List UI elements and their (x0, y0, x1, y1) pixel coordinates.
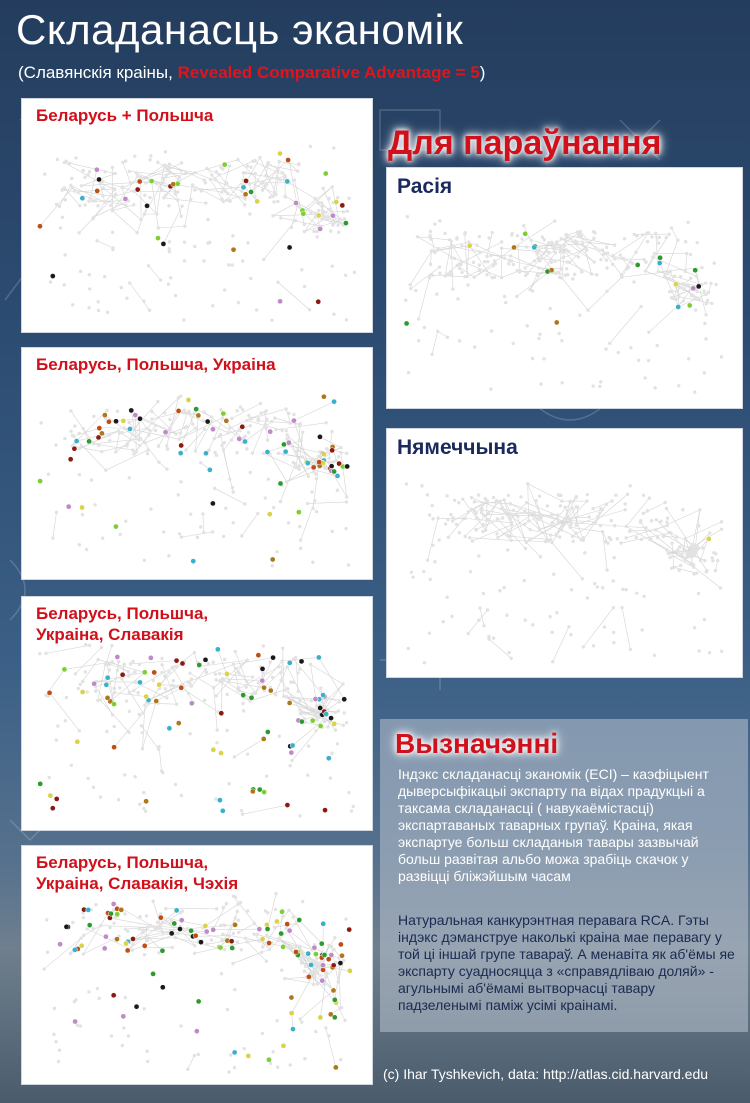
export-product-dot (237, 436, 242, 441)
panel-label (36, 105, 213, 126)
export-product-dot (160, 948, 165, 953)
export-product-dot (338, 960, 343, 965)
export-product-dot (92, 681, 97, 686)
export-product-dot (286, 440, 291, 445)
export-product-dot (332, 1015, 337, 1020)
export-product-dot (151, 971, 156, 976)
network-panel-belarus-poland-ukraine (21, 347, 373, 580)
export-product-dot (296, 510, 301, 515)
export-product-dot (317, 434, 322, 439)
export-product-dot (130, 936, 135, 941)
export-product-dot (311, 465, 316, 470)
panel-label-line1: Беларусь + Польшча (36, 106, 214, 125)
export-product-dot (312, 945, 317, 950)
export-product-dot (205, 419, 210, 424)
export-product-dot (79, 943, 84, 948)
export-product-dot (119, 907, 124, 912)
export-product-dot (218, 750, 223, 755)
product-space-network (22, 348, 372, 579)
export-product-dot (285, 179, 290, 184)
export-product-dot (278, 481, 283, 486)
export-product-dot (149, 178, 154, 183)
export-product-dot (129, 408, 134, 413)
export-product-dot (279, 931, 284, 936)
export-product-dot (331, 399, 336, 404)
export-product-dot (249, 695, 254, 700)
export-product-dot (229, 939, 234, 944)
export-product-dot (242, 439, 247, 444)
export-product-dot (289, 995, 294, 1000)
export-product-dot (635, 262, 640, 267)
export-product-dot (289, 750, 294, 755)
export-product-dot (68, 457, 73, 462)
export-product-dot (218, 945, 223, 950)
export-product-dot (260, 666, 265, 671)
export-product-dot (321, 394, 326, 399)
export-product-dot (267, 512, 272, 517)
export-product-dot (72, 446, 77, 451)
product-space-network (387, 168, 742, 408)
export-product-dot (310, 718, 315, 723)
export-product-dot (221, 411, 226, 416)
export-product-dot (290, 1026, 295, 1031)
export-product-dot (279, 909, 284, 914)
export-product-dot (240, 424, 245, 429)
export-product-dot (317, 460, 322, 465)
export-product-dot (285, 922, 290, 927)
export-product-dot (54, 796, 59, 801)
export-product-dot (290, 743, 295, 748)
export-product-dot (232, 922, 237, 927)
export-product-dot (154, 698, 159, 703)
comparison-heading: Для параўнання (388, 124, 662, 162)
export-product-dot (105, 695, 110, 700)
export-product-dot (306, 974, 311, 979)
export-product-dot (103, 934, 108, 939)
subtitle-suffix: ) (479, 63, 486, 82)
export-product-dot (133, 412, 138, 417)
export-product-dot (248, 189, 253, 194)
page-title: Складанасць эканомік (16, 6, 464, 53)
export-product-dot (121, 418, 126, 423)
export-product-dot (266, 940, 271, 945)
export-product-dot (232, 1050, 237, 1055)
export-product-dot (86, 439, 91, 444)
panel-label-line2: Украіна, Славакія (36, 625, 184, 644)
subtitle-prefix: (Славянскія краіны, (18, 63, 178, 82)
panel-label (36, 354, 276, 375)
export-product-dot (114, 937, 119, 942)
export-product-dot (317, 226, 322, 231)
network-panel-belarus-poland-ukraine-slovakia (21, 596, 373, 831)
export-product-dot (105, 675, 110, 680)
export-product-dot (330, 213, 335, 218)
export-product-dot (260, 936, 265, 941)
export-product-dot (241, 693, 246, 698)
export-product-dot (172, 921, 177, 926)
export-product-dot (523, 231, 528, 236)
export-product-dot (137, 680, 142, 685)
export-product-dot (316, 213, 321, 218)
export-product-dot (224, 671, 229, 676)
export-product-dot (324, 711, 329, 716)
export-product-dot (321, 692, 326, 697)
export-product-dot (142, 943, 147, 948)
export-product-dot (243, 178, 248, 183)
export-product-dot (189, 701, 194, 706)
export-product-dot (287, 928, 292, 933)
export-product-dot (511, 245, 516, 250)
export-product-dot (176, 720, 181, 725)
export-product-dot (108, 911, 113, 916)
export-product-dot (194, 406, 199, 411)
export-product-dot (96, 435, 101, 440)
export-product-dot (293, 200, 298, 205)
export-product-dot (137, 179, 142, 184)
export-product-dot (404, 321, 409, 326)
export-product-dot (287, 660, 292, 665)
export-product-dot (326, 756, 331, 761)
export-product-dot (157, 682, 162, 687)
export-product-dot (285, 157, 290, 162)
export-product-dot (280, 944, 285, 949)
export-product-dot (169, 931, 174, 936)
export-product-dot (161, 241, 166, 246)
export-product-dot (203, 657, 208, 662)
panel-label-line1: Беларусь, Польшча, Украіна (36, 355, 276, 374)
export-product-dot (94, 167, 99, 172)
export-product-dot (134, 1004, 139, 1009)
export-product-dot (330, 448, 335, 453)
export-product-dot (222, 162, 227, 167)
export-product-dot (331, 988, 336, 993)
export-product-dot (111, 901, 116, 906)
export-product-dot (676, 304, 681, 309)
export-product-dot (230, 945, 235, 950)
export-product-dot (673, 282, 678, 287)
export-product-dot (306, 951, 311, 956)
export-product-dot (289, 1011, 294, 1016)
panel-label-line1: Беларусь, Польшча, (36, 853, 209, 872)
export-product-dot (706, 536, 711, 541)
export-product-dot (148, 655, 153, 660)
eci-definition: Індэкс складанасці эканомік (ECI) – каэфіцыент дыверсыфікацыі экспарту па відах прадукцыі а таксама складанасці ( навукаёмістасці) экспартаваных таварных групаў. Краіна, якая экспартуе больш складаныя тавары зазвычай больш развітая альбо можа зрабіць скачок у развіцці бліжэйшым часам (398, 766, 709, 884)
export-product-dot (293, 949, 298, 954)
export-product-dot (332, 997, 337, 1002)
export-product-dot (113, 419, 118, 424)
export-product-dot (338, 942, 343, 947)
export-product-dot (176, 408, 181, 413)
export-product-dot (111, 701, 116, 706)
export-product-dot (72, 1019, 77, 1024)
export-product-dot (322, 808, 327, 813)
export-product-dot (262, 789, 267, 794)
panel-label: Расія (397, 175, 453, 198)
panel-label: Нямеччына (397, 436, 518, 459)
export-product-dot (123, 196, 128, 201)
export-product-dot (115, 912, 120, 917)
export-product-dot (696, 284, 701, 289)
export-product-dot (174, 658, 179, 663)
export-product-dot (64, 924, 69, 929)
network-panel-belarus-poland-ukraine-slovakia-czechia (21, 845, 373, 1085)
export-product-dot (75, 739, 80, 744)
export-product-dot (255, 199, 260, 204)
export-product-dot (291, 418, 296, 423)
export-product-dot (326, 957, 331, 962)
export-product-dot (211, 747, 216, 752)
export-product-dot (347, 927, 352, 932)
export-product-dot (158, 915, 163, 920)
export-product-dot (179, 685, 184, 690)
export-product-dot (152, 670, 157, 675)
export-product-dot (320, 963, 325, 968)
export-product-dot (299, 659, 304, 664)
network-panel-germany (386, 428, 743, 678)
export-product-dot (334, 199, 339, 204)
export-product-dot (322, 952, 327, 957)
export-product-dot (345, 464, 350, 469)
export-product-dot (321, 921, 326, 926)
export-product-dot (210, 501, 215, 506)
network-panel-belarus-poland (21, 98, 373, 333)
export-product-dot (316, 655, 321, 660)
export-product-dot (231, 247, 236, 252)
export-product-dot (97, 426, 102, 431)
export-product-dot (321, 452, 326, 457)
export-product-dot (62, 667, 67, 672)
export-product-dot (127, 426, 132, 431)
export-product-dot (224, 418, 229, 423)
export-product-dot (96, 177, 101, 182)
product-space-network (387, 429, 742, 677)
export-product-dot (241, 185, 246, 190)
export-product-dot (137, 416, 142, 421)
export-product-dot (186, 397, 191, 402)
export-product-dot (194, 1029, 199, 1034)
export-product-dot (339, 953, 344, 958)
export-product-dot (80, 196, 85, 201)
export-product-dot (261, 685, 266, 690)
export-product-dot (135, 187, 140, 192)
page-subtitle (18, 63, 485, 83)
export-product-dot (265, 926, 270, 931)
export-product-dot (687, 303, 692, 308)
export-product-dot (102, 946, 107, 951)
export-product-dot (545, 269, 550, 274)
panel-label (36, 852, 238, 894)
export-product-dot (333, 1065, 338, 1070)
export-product-dot (113, 524, 118, 529)
export-product-dot (95, 188, 100, 193)
export-product-dot (123, 941, 128, 946)
export-product-dot (203, 923, 208, 928)
export-product-dot (204, 929, 209, 934)
credit-line: (c) Ihar Tyshkevich, data: http://atlas.cid.harvard.edu (383, 1066, 709, 1082)
export-product-dot (66, 504, 71, 509)
export-product-dot (196, 999, 201, 1004)
export-product-dot (207, 467, 212, 472)
export-product-dot (47, 690, 52, 695)
export-product-dot (57, 942, 62, 947)
export-product-dot (115, 654, 120, 659)
export-product-dot (467, 243, 472, 248)
export-product-dot (313, 696, 318, 701)
export-product-dot (277, 299, 282, 304)
export-product-dot (318, 1015, 323, 1020)
export-product-dot (318, 723, 323, 728)
export-product-dot (328, 715, 333, 720)
export-product-dot (142, 670, 147, 675)
export-product-dot (340, 203, 345, 208)
export-product-dot (37, 224, 42, 229)
export-product-dot (287, 700, 292, 705)
export-product-dot (265, 449, 270, 454)
export-product-dot (277, 151, 282, 156)
export-product-dot (266, 1057, 271, 1062)
export-product-dot (179, 918, 184, 923)
export-product-dot (261, 736, 266, 741)
export-product-dot (274, 919, 279, 924)
export-product-dot (106, 419, 111, 424)
export-product-dot (691, 286, 696, 291)
export-product-dot (657, 260, 662, 265)
export-product-dot (189, 928, 194, 933)
export-product-dot (319, 941, 324, 946)
export-product-dot (144, 203, 149, 208)
export-product-dot (50, 806, 55, 811)
export-product-dot (178, 450, 183, 455)
export-product-dot (268, 429, 273, 434)
export-product-dot (203, 451, 208, 456)
export-product-dot (37, 479, 42, 484)
export-product-dot (297, 917, 302, 922)
export-product-dot (144, 694, 149, 699)
export-product-dot (693, 268, 698, 273)
export-product-dot (155, 235, 160, 240)
product-space-network (22, 99, 372, 332)
export-product-dot (111, 745, 116, 750)
export-product-dot (287, 245, 292, 250)
export-product-dot (532, 245, 537, 250)
export-product-dot (243, 192, 248, 197)
export-product-dot (125, 948, 130, 953)
export-product-dot (171, 182, 176, 187)
network-panel-russia (386, 167, 743, 409)
export-product-dot (320, 978, 325, 983)
export-product-dot (72, 947, 77, 952)
export-product-dot (316, 299, 321, 304)
export-product-dot (220, 808, 225, 813)
export-product-dot (260, 678, 265, 683)
export-product-dot (347, 968, 352, 973)
export-product-dot (104, 682, 109, 687)
export-product-dot (79, 505, 84, 510)
export-product-dot (299, 719, 304, 724)
export-product-dot (283, 449, 288, 454)
export-product-dot (211, 927, 216, 932)
export-product-dot (257, 927, 262, 932)
export-product-dot (196, 413, 201, 418)
export-product-dot (331, 963, 336, 968)
export-product-dot (268, 688, 273, 693)
export-product-dot (281, 1043, 286, 1048)
export-product-dot (86, 907, 91, 912)
export-product-dot (256, 653, 261, 658)
export-product-dot (50, 273, 55, 278)
export-product-dot (343, 220, 348, 225)
definitions-heading: Вызначэнні (395, 728, 559, 759)
export-product-dot (332, 721, 337, 726)
export-product-dot (177, 926, 182, 931)
export-product-dot (219, 711, 224, 716)
export-product-dot (74, 438, 79, 443)
export-product-dot (250, 789, 255, 794)
export-product-dot (38, 781, 43, 786)
export-product-dot (323, 171, 328, 176)
export-product-dot (198, 940, 203, 945)
panel-label (36, 603, 208, 645)
export-product-dot (48, 793, 53, 798)
export-product-dot (265, 729, 270, 734)
export-product-dot (308, 962, 313, 967)
export-product-dot (217, 798, 222, 803)
export-product-dot (281, 442, 286, 447)
export-product-dot (193, 933, 198, 938)
export-product-dot (163, 430, 168, 435)
export-product-dot (80, 689, 85, 694)
export-product-dot (167, 726, 172, 731)
export-product-dot (657, 255, 662, 260)
export-product-dot (270, 557, 275, 562)
export-product-dot (270, 655, 275, 660)
export-product-dot (554, 320, 559, 325)
export-product-dot (210, 427, 215, 432)
export-product-dot (120, 672, 125, 677)
export-product-dot (318, 705, 323, 710)
export-product-dot (197, 662, 202, 667)
export-product-dot (179, 443, 184, 448)
export-product-dot (335, 473, 340, 478)
rca-definition: Натуральная канкурэнтная перавага RCA. Гэты індэкс дэманструе наколькі краіна мае перавагу у той ці іншай групе тавараў. А менавіта як аб'ёмы яе экспарту суадносяцца з «справядліваю доляй» - агульнымі аб'ёмамі вытворчасці тавару падзеленымі паміж усімі краінамі. (398, 912, 735, 1013)
export-product-dot (191, 559, 196, 564)
export-product-dot (305, 460, 310, 465)
export-product-dot (180, 661, 185, 666)
panel-label-line2: Украіна, Славакія, Чэхія (36, 874, 239, 893)
export-product-dot (160, 985, 165, 990)
subtitle-rca: Revealed Comparative Advantage = 5 (177, 63, 480, 82)
export-product-dot (215, 647, 220, 652)
export-product-dot (313, 952, 318, 957)
export-product-dot (87, 922, 92, 927)
export-product-dot (174, 908, 179, 913)
export-product-dot (246, 1053, 251, 1058)
export-product-dot (332, 469, 337, 474)
export-product-dot (102, 413, 107, 418)
export-product-dot (144, 799, 149, 804)
export-product-dot (285, 802, 290, 807)
panel-label-line1: Беларусь, Польшча, (36, 604, 209, 623)
export-product-dot (121, 1014, 126, 1019)
export-product-dot (342, 697, 347, 702)
export-product-dot (111, 993, 116, 998)
export-product-dot (301, 211, 306, 216)
